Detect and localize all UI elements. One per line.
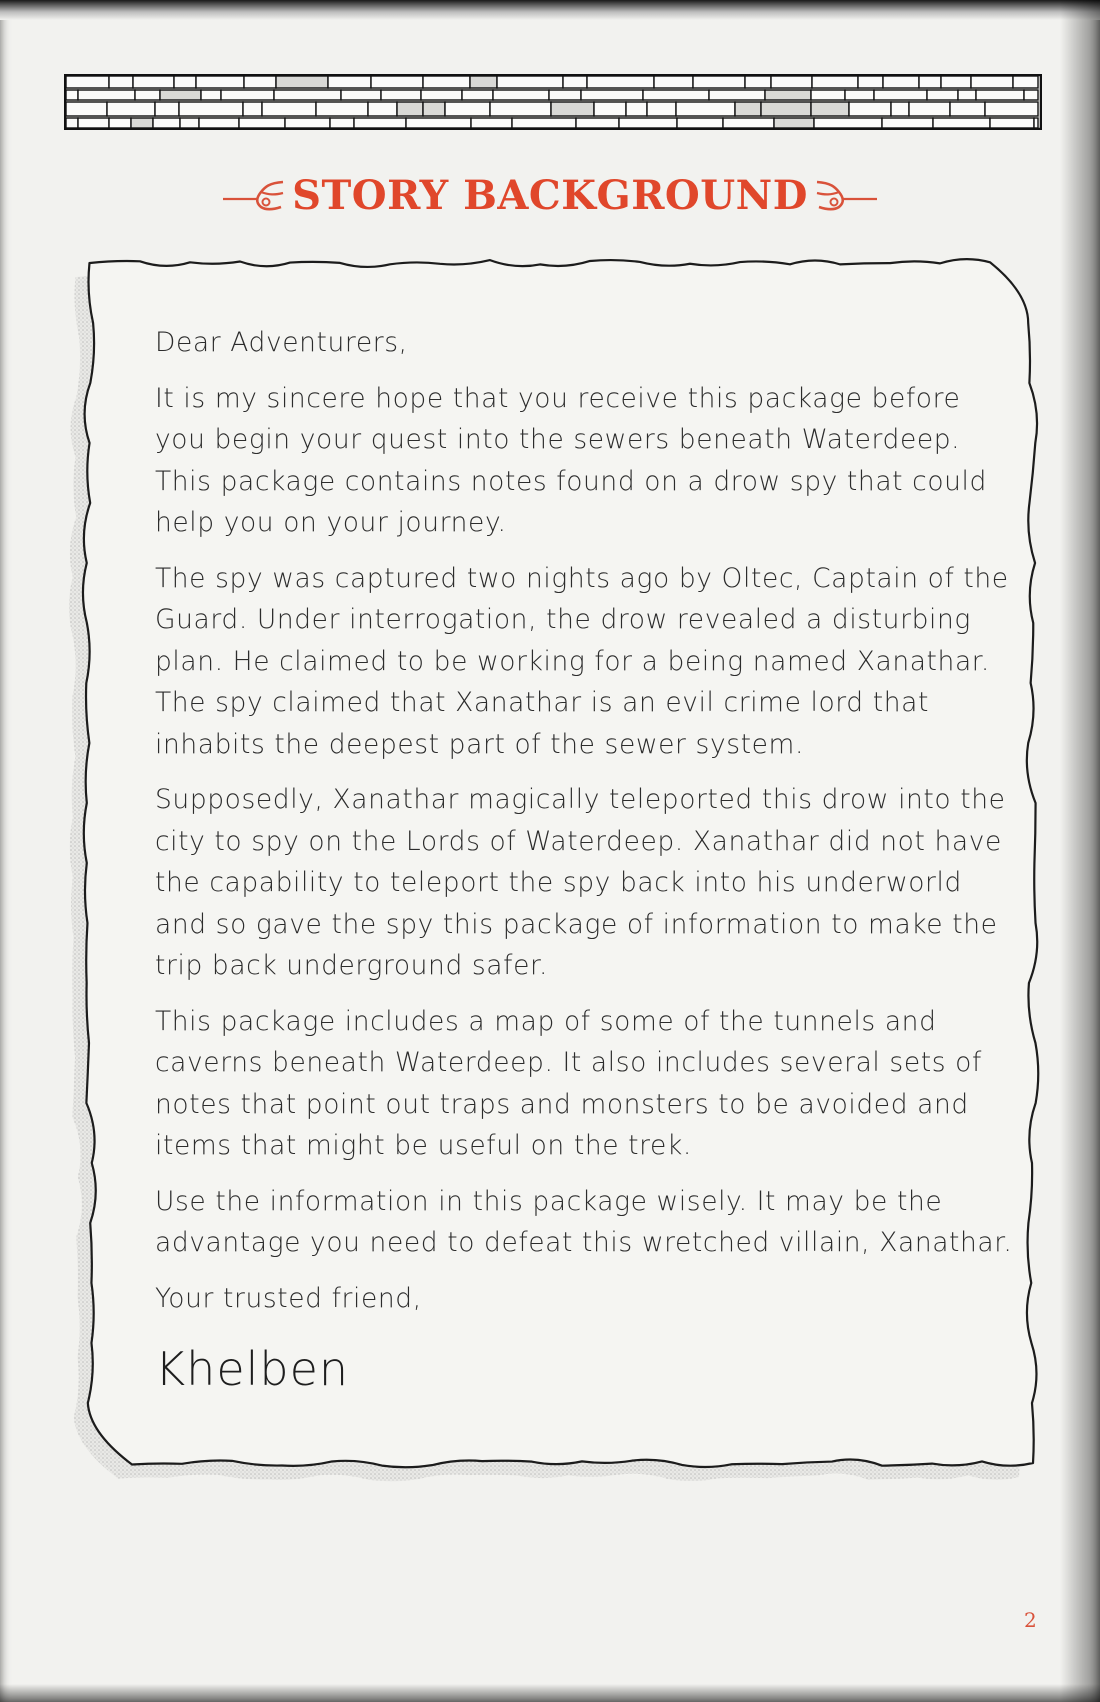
title-row (0, 172, 1100, 232)
page-bottom-edge (0, 1684, 1100, 1702)
page-top-edge (0, 0, 1100, 20)
letter-paragraph: This package includes a map of some of the tunnels and caverns beneath Waterdeep. It also includes several sets of notes that point out traps and monsters to be avoided and items that might be useful on the trek. (155, 1005, 982, 1161)
stone-brick-banner (64, 74, 1042, 130)
letter-paragraph: It is my sincere hope that you receive this package before you begin your quest into the sewers beneath Waterdeep. This package contains notes found on a drow spy that could help you on your journey. (155, 382, 987, 538)
letter-paragraph: Use the information in this package wisely. It may be the advantage you need to defeat this wretched villain, Xanathar. (155, 1185, 1013, 1258)
letter-body (155, 322, 1015, 1405)
scroll-flourish-right-icon (813, 177, 879, 215)
page-number: 2 (1024, 1608, 1037, 1632)
page-title: STORY BACKGROUND (292, 172, 808, 219)
letter-closing: Your trusted friend, (155, 1282, 422, 1314)
letter-paragraph: The spy was captured two nights ago by Oltec, Captain of the Guard. Under interrogation, the drow revealed a disturbing plan. He claimed to be working for a being named Xanathar. The spy claimed that Xanathar is an evil crime lord that inhabits the deepest part of the sewer system. (155, 562, 1009, 760)
scroll-flourish-left-icon (221, 177, 287, 215)
letter-paragraph: Supposedly, Xanathar magically teleported this drow into the city to spy on the Lords of Waterdeep. Xanathar did not have the capability to teleport the spy back into his underworld and so gave the spy this package of information to make the trip back underground safer. (155, 784, 1006, 981)
letter-greeting: Dear Adventurers, (155, 327, 408, 358)
letter-signature: Khelben (155, 1342, 350, 1396)
page-right-edge (1060, 0, 1100, 1702)
